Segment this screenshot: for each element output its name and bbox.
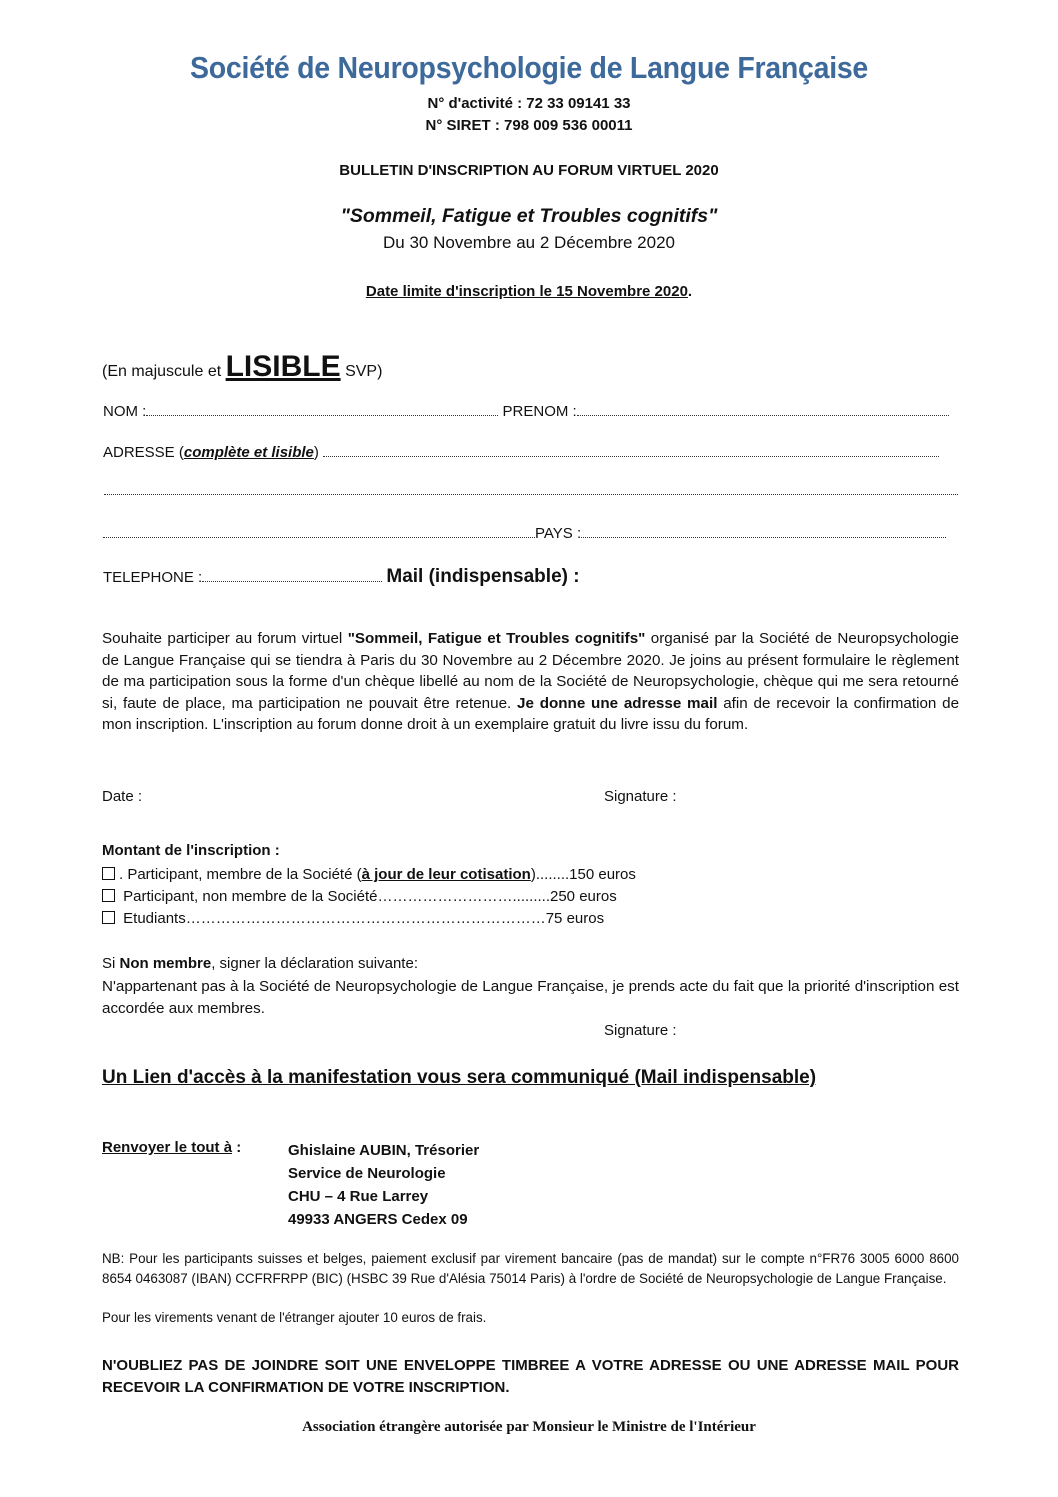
- checkbox-member[interactable]: [102, 867, 115, 880]
- fee-option-non-member[interactable]: Participant, non membre de la Société……………………….........250 euros: [102, 886, 636, 908]
- nom-label: NOM :: [103, 403, 147, 420]
- return-label: Renvoyer le tout à :: [102, 1139, 242, 1156]
- checkbox-non-member[interactable]: [102, 889, 115, 902]
- prenom-label: PRENOM :: [502, 403, 577, 420]
- name-line: [103, 403, 949, 420]
- address-line-3: [103, 525, 946, 542]
- non-member-declaration: N'appartenant pas à la Société de Neuropsychologie de Langue Française, je prends acte du fait que la priorité d'inscription est accordée aux membres.: [102, 978, 959, 1017]
- non-member-signature-label: Signature :: [604, 1022, 677, 1039]
- address-line-2-field[interactable]: [104, 482, 958, 495]
- mail-label: Mail (indispensable) :: [386, 566, 580, 587]
- fee-price-member: 150 euros: [569, 866, 636, 883]
- deadline: Date limite d'inscription le 15 Novembre 2020.: [365, 283, 693, 300]
- org-title: Société de Neuropsychologie de Langue Française: [189, 50, 869, 85]
- nb-payment-note: NB: Pour les participants suisses et belges, paiement exclusif par virement bancaire (pas de mandat) sur le compte n°FR76 3005 6000 8600 8654 0463087 (IBAN) CCFRFRPP (BIC) (HSBC 39 Rue d'Alésia 75014 Paris) à l'ordre de Société de Neuropsychologie de Langue Française.: [102, 1251, 959, 1286]
- participation-paragraph: Souhaite participer au forum virtuel "Sommeil, Fatigue et Troubles cognitifs" organisé par la Société de Neuropsychologie de Langue Française qui se tiendra à Paris du 30 Novembre au 2 Décembre 2020. Je joins au présent formulaire le règlement de ma participation sous la forme d'un chèque libellé au nom de la Société de Neuropsychologie, chèque qui me sera retourné si, faute de place, ma participation ne pouvait être retenue. Je donne une adresse mail afin de recevoir la confirmation de mon inscription. L'inscription au forum donne droit à un exemplaire gratuit du livre issu du forum.: [102, 630, 960, 733]
- fee-option-member[interactable]: . Participant, membre de la Société (à jour de leur cotisation)........150 euros: [102, 864, 636, 886]
- return-address-line: CHU – 4 Rue Larrey: [288, 1188, 429, 1205]
- activity-number: N° d'activité : 72 33 09141 33: [427, 95, 631, 112]
- adresse-field[interactable]: [323, 446, 939, 457]
- lisible-emphasis: LISIBLE: [225, 350, 341, 383]
- deadline-text: Date limite d'inscription le 15 Novembre 2020: [365, 283, 688, 300]
- address-line-1: ADRESSE (complète et lisible): [103, 444, 939, 461]
- fee-price-non-member: 250 euros: [550, 888, 617, 905]
- participation-event-name: "Sommeil, Fatigue et Troubles cognitifs": [347, 630, 646, 647]
- telephone-field[interactable]: [202, 571, 382, 582]
- nom-field[interactable]: [146, 405, 498, 416]
- fees-heading: Montant de l'inscription :: [102, 842, 280, 859]
- fee-price-student: 75 euros: [545, 910, 605, 927]
- adresse-label: ADRESSE (: [103, 444, 184, 461]
- adresse-note: complète et lisible: [183, 444, 314, 461]
- access-notice: Un Lien d'accès à la manifestation vous sera communiqué (Mail indispensable): [102, 1067, 817, 1088]
- pays-field[interactable]: [581, 527, 946, 538]
- nb-foreign-fees: Pour les virements venant de l'étranger ajouter 10 euros de frais.: [102, 1310, 487, 1325]
- fees-options: [102, 864, 636, 930]
- event-dates: Du 30 Novembre au 2 Décembre 2020: [383, 233, 675, 252]
- checkbox-student[interactable]: [102, 911, 115, 924]
- footer-authorization: Association étrangère autorisée par Monsieur le Ministre de l'Intérieur: [302, 1419, 756, 1435]
- prenom-field[interactable]: [577, 405, 949, 416]
- siret-number: N° SIRET : 798 009 536 00011: [425, 117, 633, 134]
- non-member-instruction: Si Non membre, signer la déclaration suivante:: [102, 955, 418, 972]
- return-address: [288, 1139, 479, 1231]
- instruction: (En majuscule et LISIBLE SVP): [102, 350, 383, 383]
- signature-label: Signature :: [604, 788, 677, 805]
- telephone-label: TELEPHONE :: [103, 569, 203, 586]
- event-name: "Sommeil, Fatigue et Troubles cognitifs": [340, 205, 718, 227]
- form-title: BULLETIN D'INSCRIPTION AU FORUM VIRTUEL 2020: [339, 162, 719, 179]
- date-label: Date :: [102, 788, 143, 805]
- address-line-3-field[interactable]: [103, 527, 535, 538]
- return-address-line: Service de Neurologie: [288, 1165, 446, 1182]
- pays-label: PAYS :: [535, 525, 582, 542]
- reminder-text: N'OUBLIEZ PAS DE JOINDRE SOIT UNE ENVELOPPE TIMBREE A VOTRE ADRESSE OU UNE ADRESSE MAIL POUR RECEVOIR LA CONFIRMATION DE VOTRE INSCRIPTION.: [102, 1357, 959, 1396]
- return-address-line: Ghislaine AUBIN, Trésorier: [288, 1142, 480, 1159]
- fee-option-student[interactable]: Etudiants………………………………………………………………75 euros: [102, 908, 636, 930]
- return-address-line: 49933 ANGERS Cedex 09: [288, 1211, 468, 1228]
- mail-required-text: Je donne une adresse mail: [517, 694, 718, 712]
- contact-line: [103, 566, 580, 588]
